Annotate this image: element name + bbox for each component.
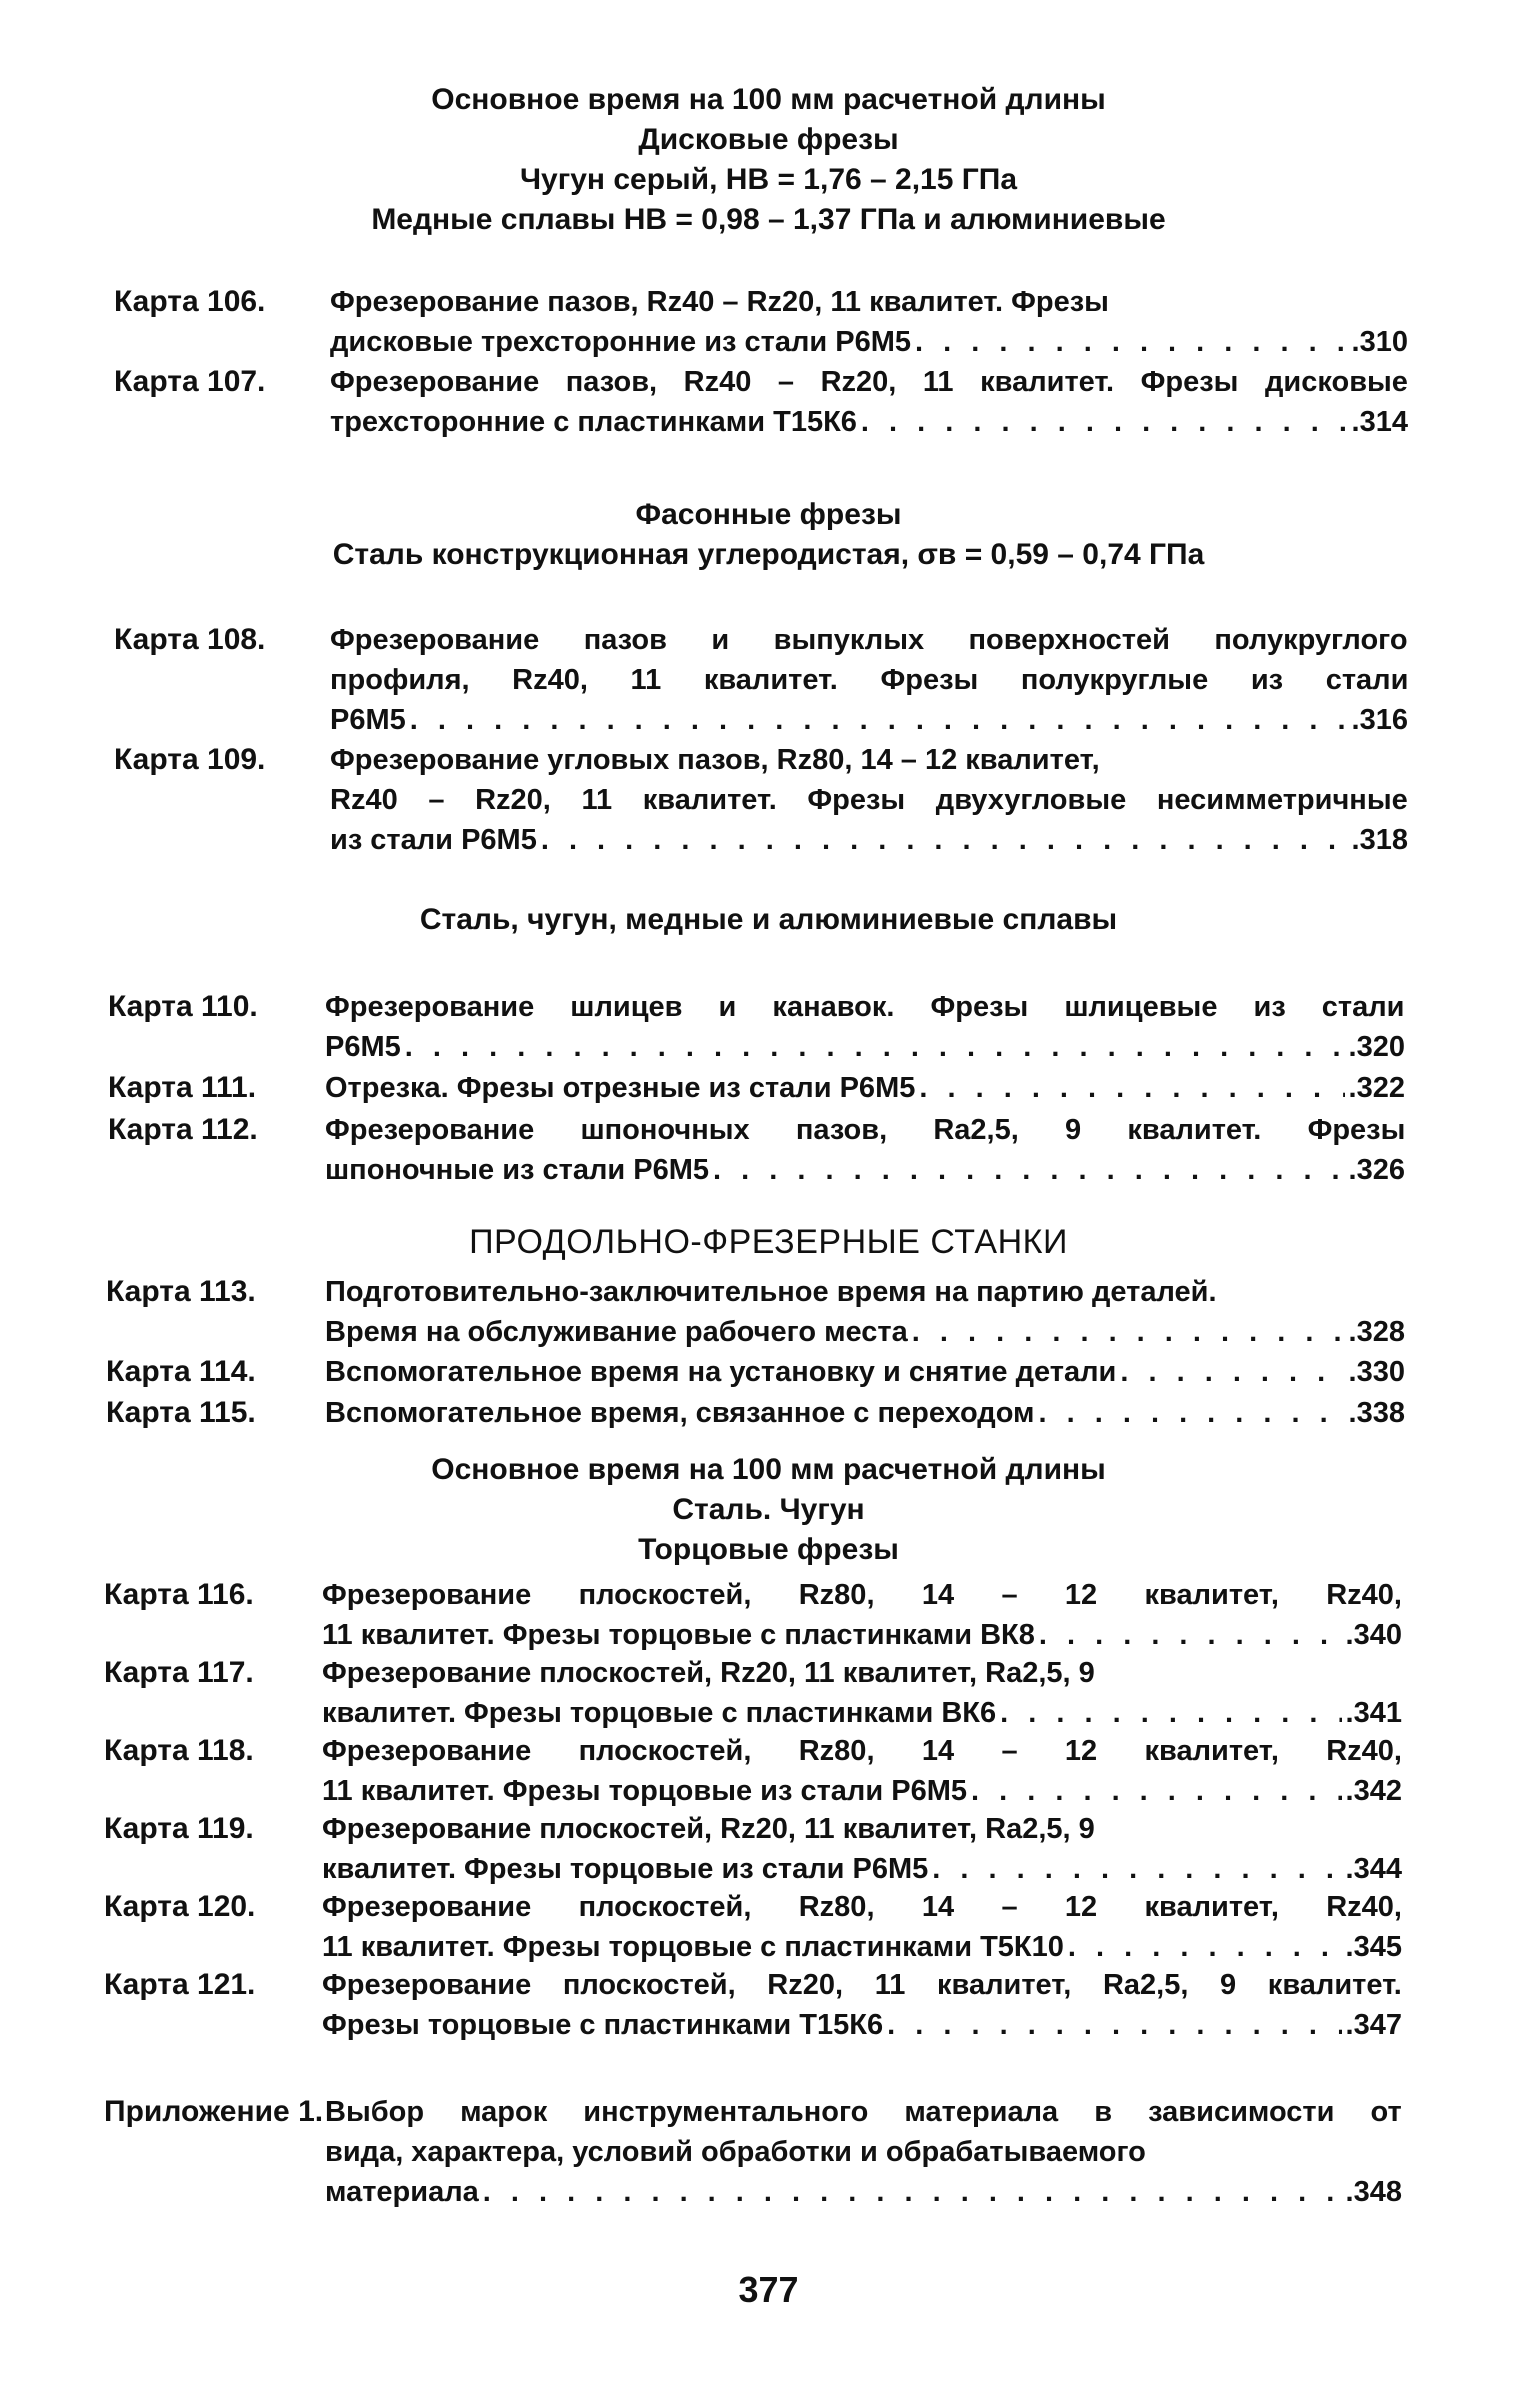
section-header-disk-cutters: Дисковые фрезы xyxy=(638,123,899,156)
entry-page-number: .328 xyxy=(1348,1316,1405,1348)
leader-dots xyxy=(915,322,1348,362)
section-header-steel-iron: Сталь. Чугун xyxy=(672,1493,865,1526)
leader-dots xyxy=(861,402,1348,442)
entry-text-line: Фрезерование плоскостей, Rz20, 11 квалитет, Ra2,5, 9 квалитет. xyxy=(322,1969,1402,2001)
page-number: 377 xyxy=(738,2269,799,2310)
entry-label: Карта 115. xyxy=(106,1396,256,1429)
entry-text-line: вида, характера, условий обработки и обрабатываемого xyxy=(325,2136,1146,2168)
entry-label: Карта 118. xyxy=(104,1734,254,1767)
entry-label: Карта 111. xyxy=(108,1071,257,1104)
entry-page-number: .341 xyxy=(1345,1697,1402,1729)
entry-page-number: .338 xyxy=(1348,1397,1405,1429)
leader-dots xyxy=(541,820,1348,860)
leader-dots xyxy=(405,1027,1345,1067)
entry-label: Карта 108. xyxy=(114,623,266,656)
entry-text-line: Фрезерование шпоночных пазов, Ra2,5, 9 квалитет. Фрезы xyxy=(325,1114,1405,1146)
leader-dots xyxy=(932,1849,1341,1889)
entry-text-line: Фрезерование пазов, Rz40 – Rz20, 11 квалитет. Фрезы дисковые xyxy=(330,366,1408,398)
entry-page-number: .345 xyxy=(1345,1931,1402,1963)
entry-label: Карта 107. xyxy=(114,365,266,398)
entry-label: Карта 119. xyxy=(104,1812,254,1845)
entry-text-line: Фрезерование плоскостей, Rz80, 14 – 12 квалитет, Rz40, xyxy=(322,1735,1402,1767)
section-header-face-cutters: Торцовые фрезы xyxy=(638,1533,899,1566)
entry-page-number: .326 xyxy=(1348,1154,1405,1186)
entry-text-line: дисковые трехсторонние из стали Р6М5 xyxy=(330,326,912,358)
entry-text-line: Фрезерование плоскостей, Rz80, 14 – 12 квалитет, Rz40, xyxy=(322,1891,1402,1923)
leader-dots xyxy=(919,1068,1344,1108)
entry-text-line: Время на обслуживание рабочего места xyxy=(325,1316,908,1348)
leader-dots xyxy=(483,2172,1342,2212)
leader-dots xyxy=(971,1771,1342,1811)
entry-text-line: Вспомогательное время, связанное с переходом xyxy=(325,1397,1035,1429)
leader-dots xyxy=(1039,1615,1342,1655)
section-header-carbon-steel: Сталь конструкционная углеродистая, σв = 0,59 – 0,74 ГПа xyxy=(332,538,1205,571)
entry-label: Карта 106. xyxy=(114,285,266,318)
entry-text-line: профиля, Rz40, 11 квалитет. Фрезы полукруглые из стали xyxy=(330,664,1408,696)
entry-text-line: Р6М5 xyxy=(330,704,406,736)
entry-text-line: шпоночные из стали Р6М5 xyxy=(325,1154,710,1186)
entry-text-line: материала xyxy=(325,2176,479,2208)
entry-page-number: .316 xyxy=(1351,704,1408,736)
entry-text-line: трехсторонние с пластинками Т15К6 xyxy=(330,406,857,438)
entry-page-number: .347 xyxy=(1345,2009,1402,2041)
leader-dots xyxy=(912,1312,1345,1352)
entry-label: Карта 120. xyxy=(104,1890,256,1923)
entry-text-line: Выбор марок инструментального материала в зависимости от xyxy=(325,2096,1402,2128)
entry-label: Карта 112. xyxy=(108,1113,258,1146)
entry-page-number: .314 xyxy=(1351,406,1408,438)
leader-dots xyxy=(713,1150,1345,1190)
section-heading-planer-milling: ПРОДОЛЬНО-ФРЕЗЕРНЫЕ СТАНКИ xyxy=(469,1223,1068,1261)
entry-page-number: .310 xyxy=(1351,326,1408,358)
entry-label: Карта 121. xyxy=(104,1968,256,2001)
leader-dots xyxy=(1039,1393,1345,1433)
entry-page-number: .344 xyxy=(1345,1853,1402,1885)
entry-label: Карта 110. xyxy=(108,990,258,1023)
entry-text-line: Rz40 – Rz20, 11 квалитет. Фрезы двухугловые несимметричные xyxy=(330,784,1408,816)
entry-text-line: Отрезка. Фрезы отрезные из стали Р6М5 xyxy=(325,1072,916,1104)
entry-page-number: .330 xyxy=(1348,1356,1405,1388)
entry-text-line: Подготовительно-заключительное время на партию деталей. xyxy=(325,1276,1217,1308)
leader-dots xyxy=(887,2005,1341,2045)
entry-text-line: Фрезерование пазов и выпуклых поверхностей полукруглого xyxy=(330,624,1408,656)
section-header-main-time-2: Основное время на 100 мм расчетной длины xyxy=(431,1453,1106,1486)
entry-text-line: 11 квалитет. Фрезы торцовые с пластинками Т5К10 xyxy=(322,1931,1064,1963)
entry-text-line: Фрезерование угловых пазов, Rz80, 14 – 12 квалитет, xyxy=(330,744,1100,776)
entry-text-line: из стали Р6М5 xyxy=(330,824,537,856)
entry-text-line: Вспомогательное время на установку и снятие детали xyxy=(325,1356,1117,1388)
entry-text-line: квалитет. Фрезы торцовые с пластинками ВК6 xyxy=(322,1697,997,1729)
leader-dots xyxy=(410,700,1348,740)
leader-dots xyxy=(1120,1352,1344,1392)
entry-label: Карта 117. xyxy=(104,1656,254,1689)
entry-page-number: .342 xyxy=(1345,1775,1402,1807)
entry-text-line: Фрезы торцовые с пластинками Т15К6 xyxy=(322,2009,884,2041)
entry-label: Карта 113. xyxy=(106,1275,256,1308)
entry-page-number: .348 xyxy=(1345,2176,1402,2208)
leader-dots xyxy=(1068,1927,1342,1967)
entry-page-number: .320 xyxy=(1348,1031,1405,1063)
section-header-copper-alloys: Медные сплавы HB = 0,98 – 1,37 ГПа и алюминиевые xyxy=(371,203,1166,236)
entry-label: Карта 109. xyxy=(114,743,266,776)
entry-text-line: Фрезерование пазов, Rz40 – Rz20, 11 квалитет. Фрезы xyxy=(330,286,1109,318)
entry-text-line: 11 квалитет. Фрезы торцовые с пластинками ВК8 xyxy=(322,1619,1035,1651)
leader-dots xyxy=(1000,1693,1341,1733)
entry-label: Карта 114. xyxy=(106,1355,256,1388)
entry-label: Карта 116. xyxy=(104,1578,254,1611)
entry-page-number: .322 xyxy=(1348,1072,1405,1104)
entry-text-line: Фрезерование шлицев и канавок. Фрезы шлицевые из стали xyxy=(325,991,1405,1023)
entry-label: Приложение 1. xyxy=(104,2095,324,2128)
section-header-shaped-cutters: Фасонные фрезы xyxy=(635,498,902,531)
entry-page-number: .318 xyxy=(1351,824,1408,856)
entry-text-line: Фрезерование плоскостей, Rz20, 11 квалитет, Ra2,5, 9 xyxy=(322,1657,1095,1689)
section-header-steel-iron-alloys: Сталь, чугун, медные и алюминиевые сплавы xyxy=(419,903,1118,936)
entry-text-line: Фрезерование плоскостей, Rz80, 14 – 12 квалитет, Rz40, xyxy=(322,1579,1402,1611)
entry-page-number: .340 xyxy=(1345,1619,1402,1651)
entry-text-line: квалитет. Фрезы торцовые из стали Р6М5 xyxy=(322,1853,929,1885)
entry-text-line: Фрезерование плоскостей, Rz20, 11 квалитет, Ra2,5, 9 xyxy=(322,1813,1095,1845)
entry-text-line: 11 квалитет. Фрезы торцовые из стали Р6М5 xyxy=(322,1775,967,1807)
section-header-gray-iron: Чугун серый, HB = 1,76 – 2,15 ГПа xyxy=(519,163,1018,196)
section-header-main-time: Основное время на 100 мм расчетной длины xyxy=(431,83,1106,116)
entry-text-line: Р6М5 xyxy=(325,1031,401,1063)
